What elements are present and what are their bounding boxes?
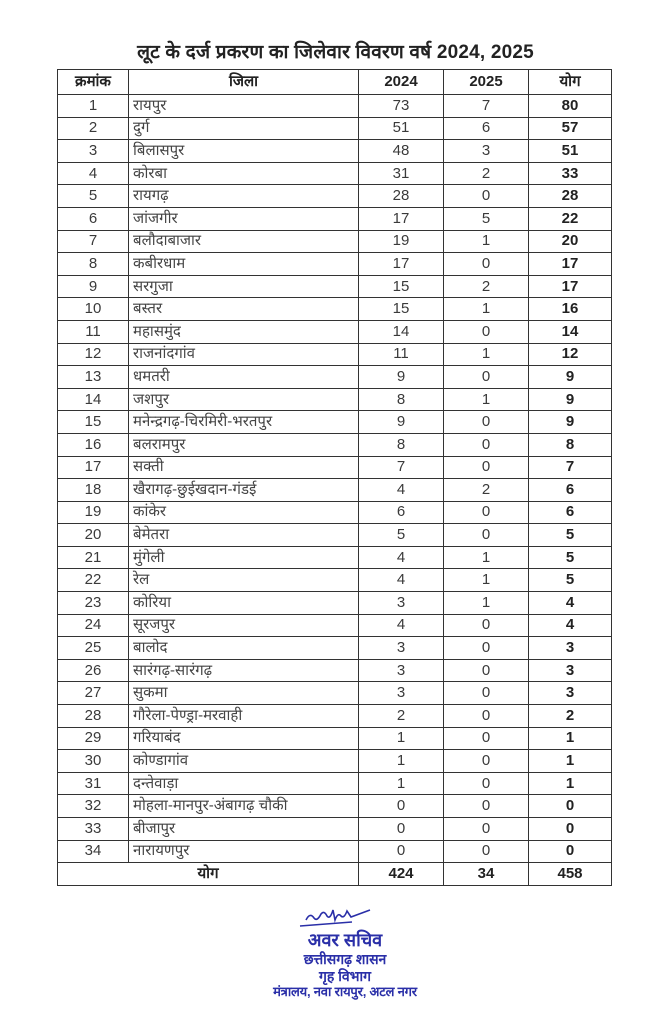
count-2024-cell: 2: [359, 705, 444, 728]
serial-number-cell: 27: [58, 682, 129, 705]
total-cell: 6: [529, 479, 612, 502]
count-2025-cell: 0: [444, 456, 529, 479]
table-row: [58, 433, 612, 456]
count-2024-cell: 4: [359, 546, 444, 569]
count-2025-cell: 2: [444, 162, 529, 185]
document-title: लूट के दर्ज प्रकरण का जिलेवार विवरण वर्ष 2024, 2025: [137, 42, 534, 63]
serial-number-cell: 21: [58, 546, 129, 569]
total-cell: 9: [529, 388, 612, 411]
serial-number-cell: 25: [58, 637, 129, 660]
district-name-cell: दन्तेवाड़ा: [129, 772, 359, 795]
total-cell: 5: [529, 546, 612, 569]
table-row: [58, 343, 612, 366]
table-row: [58, 501, 612, 524]
count-2024-cell: 0: [359, 840, 444, 863]
serial-number-cell: 9: [58, 275, 129, 298]
total-cell: 16: [529, 298, 612, 321]
address: मंत्रालय, नवा रायपुर, अटल नगर: [273, 984, 417, 999]
signature: [230, 900, 460, 930]
count-2024-cell: 15: [359, 275, 444, 298]
serial-number-cell: 10: [58, 298, 129, 321]
district-name-cell: मनेन्द्रगढ़-चिरमिरी-भरतपुर: [129, 411, 359, 434]
count-2024-cell: 14: [359, 320, 444, 343]
count-2025-cell: 1: [444, 230, 529, 253]
count-2025-cell: 7: [444, 95, 529, 118]
total-cell: 3: [529, 637, 612, 660]
district-name-cell: कांकेर: [129, 501, 359, 524]
district-name-cell: मोहला-मानपुर-अंबागढ़ चौकी: [129, 795, 359, 818]
serial-number-cell: 13: [58, 366, 129, 389]
count-2024-cell: 3: [359, 592, 444, 615]
count-2025-cell: 0: [444, 366, 529, 389]
count-2025-cell: 0: [444, 659, 529, 682]
district-name-cell: राजनांदगांव: [129, 343, 359, 366]
district-name-cell: बालोद: [129, 637, 359, 660]
district-name-cell: बीजापुर: [129, 818, 359, 841]
count-2024-cell: 6: [359, 501, 444, 524]
table-row: [58, 366, 612, 389]
total-cell: 6: [529, 501, 612, 524]
district-name-cell: सारंगढ़-सारंगढ़: [129, 659, 359, 682]
serial-number-cell: 16: [58, 433, 129, 456]
total-cell: 51: [529, 140, 612, 163]
table-row: [58, 320, 612, 343]
total-cell: 28: [529, 185, 612, 208]
district-name-cell: बलरामपुर: [129, 433, 359, 456]
count-2025-cell: 0: [444, 705, 529, 728]
table-row: [58, 95, 612, 118]
count-2024-cell: 17: [359, 207, 444, 230]
count-2025-cell: 6: [444, 117, 529, 140]
table-row: [58, 411, 612, 434]
count-2024-cell: 3: [359, 682, 444, 705]
district-name-cell: रायगढ़: [129, 185, 359, 208]
serial-number-cell: 8: [58, 253, 129, 276]
total-cell: 4: [529, 614, 612, 637]
serial-number-cell: 32: [58, 795, 129, 818]
count-2024-cell: 4: [359, 479, 444, 502]
district-name-cell: दुर्ग: [129, 117, 359, 140]
header-2025: 2025: [444, 70, 529, 95]
count-2025-cell: 0: [444, 411, 529, 434]
count-2025-cell: 1: [444, 343, 529, 366]
total-cell: 8: [529, 433, 612, 456]
serial-number-cell: 14: [58, 388, 129, 411]
table-row: [58, 140, 612, 163]
table-row: [58, 524, 612, 547]
count-2025-cell: 0: [444, 772, 529, 795]
count-2025-cell: 0: [444, 637, 529, 660]
serial-number-cell: 11: [58, 320, 129, 343]
count-2024-cell: 8: [359, 388, 444, 411]
count-2024-cell: 1: [359, 750, 444, 773]
header-2024: 2024: [359, 70, 444, 95]
serial-number-cell: 4: [58, 162, 129, 185]
table-row: [58, 117, 612, 140]
total-cell: 3: [529, 682, 612, 705]
total-cell: 17: [529, 253, 612, 276]
count-2025-cell: 2: [444, 479, 529, 502]
serial-number-cell: 31: [58, 772, 129, 795]
table-row: [58, 750, 612, 773]
total-cell: 57: [529, 117, 612, 140]
serial-number-cell: 30: [58, 750, 129, 773]
total-cell: 20: [529, 230, 612, 253]
serial-number-cell: 24: [58, 614, 129, 637]
total-cell: 7: [529, 456, 612, 479]
count-2025-cell: 0: [444, 614, 529, 637]
count-2024-cell: 9: [359, 366, 444, 389]
serial-number-cell: 6: [58, 207, 129, 230]
count-2025-cell: 0: [444, 320, 529, 343]
count-2025-cell: 0: [444, 840, 529, 863]
table-row: [58, 162, 612, 185]
count-2025-cell: 5: [444, 207, 529, 230]
grand-total-2024: 424: [359, 863, 444, 886]
table-row: [58, 637, 612, 660]
handwritten-signature-icon: [292, 900, 402, 930]
district-name-cell: बस्तर: [129, 298, 359, 321]
table-row: [58, 592, 612, 615]
table-row: [58, 795, 612, 818]
count-2025-cell: 1: [444, 592, 529, 615]
count-2024-cell: 3: [359, 637, 444, 660]
count-2025-cell: 0: [444, 185, 529, 208]
district-name-cell: महासमुंद: [129, 320, 359, 343]
district-name-cell: कोरिया: [129, 592, 359, 615]
table-row: [58, 818, 612, 841]
table-row: [58, 230, 612, 253]
table-row: [58, 207, 612, 230]
serial-number-cell: 19: [58, 501, 129, 524]
district-name-cell: सूरजपुर: [129, 614, 359, 637]
serial-number-cell: 26: [58, 659, 129, 682]
district-name-cell: रेल: [129, 569, 359, 592]
serial-number-cell: 2: [58, 117, 129, 140]
count-2024-cell: 1: [359, 772, 444, 795]
count-2025-cell: 3: [444, 140, 529, 163]
table-row: [58, 546, 612, 569]
total-cell: 0: [529, 795, 612, 818]
count-2024-cell: 1: [359, 727, 444, 750]
table-row: [58, 253, 612, 276]
count-2024-cell: 0: [359, 795, 444, 818]
count-2025-cell: 2: [444, 275, 529, 298]
count-2024-cell: 17: [359, 253, 444, 276]
count-2024-cell: 5: [359, 524, 444, 547]
grand-total-row: [58, 863, 612, 886]
total-cell: 5: [529, 569, 612, 592]
district-robbery-table: [57, 69, 612, 886]
count-2025-cell: 0: [444, 750, 529, 773]
total-cell: 17: [529, 275, 612, 298]
serial-number-cell: 33: [58, 818, 129, 841]
count-2024-cell: 0: [359, 818, 444, 841]
table-row: [58, 388, 612, 411]
serial-number-cell: 23: [58, 592, 129, 615]
district-name-cell: बेमेतरा: [129, 524, 359, 547]
total-cell: 3: [529, 659, 612, 682]
total-cell: 9: [529, 366, 612, 389]
total-cell: 14: [529, 320, 612, 343]
serial-number-cell: 7: [58, 230, 129, 253]
count-2025-cell: 0: [444, 501, 529, 524]
table-row: [58, 569, 612, 592]
table-row: [58, 659, 612, 682]
district-name-cell: कबीरधाम: [129, 253, 359, 276]
grand-total-label: योग: [58, 863, 359, 886]
header-serial-number: क्रमांक: [58, 70, 129, 95]
serial-number-cell: 22: [58, 569, 129, 592]
district-name-cell: सरगुजा: [129, 275, 359, 298]
count-2025-cell: 0: [444, 682, 529, 705]
total-cell: 5: [529, 524, 612, 547]
total-cell: 0: [529, 840, 612, 863]
district-name-cell: मुंगेली: [129, 546, 359, 569]
count-2024-cell: 31: [359, 162, 444, 185]
table-row: [58, 185, 612, 208]
district-name-cell: बिलासपुर: [129, 140, 359, 163]
count-2025-cell: 0: [444, 253, 529, 276]
table-row: [58, 705, 612, 728]
count-2024-cell: 51: [359, 117, 444, 140]
table-row: [58, 772, 612, 795]
district-name-cell: नारायणपुर: [129, 840, 359, 863]
total-cell: 33: [529, 162, 612, 185]
count-2024-cell: 3: [359, 659, 444, 682]
district-name-cell: सुकमा: [129, 682, 359, 705]
signature-block: [230, 900, 460, 1000]
total-cell: 22: [529, 207, 612, 230]
total-cell: 9: [529, 411, 612, 434]
grand-total-2025: 34: [444, 863, 529, 886]
header-district: जिला: [129, 70, 359, 95]
total-cell: 2: [529, 705, 612, 728]
table-row: [58, 614, 612, 637]
table-row: [58, 479, 612, 502]
serial-number-cell: 34: [58, 840, 129, 863]
count-2024-cell: 7: [359, 456, 444, 479]
total-cell: 0: [529, 818, 612, 841]
table-header-row: [58, 70, 612, 95]
serial-number-cell: 29: [58, 727, 129, 750]
serial-number-cell: 18: [58, 479, 129, 502]
district-name-cell: रायपुर: [129, 95, 359, 118]
serial-number-cell: 3: [58, 140, 129, 163]
district-name-cell: कोरबा: [129, 162, 359, 185]
district-name-cell: धमतरी: [129, 366, 359, 389]
serial-number-cell: 20: [58, 524, 129, 547]
count-2025-cell: 0: [444, 727, 529, 750]
table-row: [58, 727, 612, 750]
district-name-cell: गौरेला-पेण्ड्रा-मरवाही: [129, 705, 359, 728]
count-2025-cell: 0: [444, 433, 529, 456]
designation: अवर सचिव: [307, 930, 383, 950]
total-cell: 80: [529, 95, 612, 118]
serial-number-cell: 28: [58, 705, 129, 728]
count-2025-cell: 0: [444, 795, 529, 818]
table-row: [58, 840, 612, 863]
count-2024-cell: 19: [359, 230, 444, 253]
header-total: योग: [529, 70, 612, 95]
count-2024-cell: 11: [359, 343, 444, 366]
district-name-cell: सक्ती: [129, 456, 359, 479]
total-cell: 1: [529, 750, 612, 773]
count-2024-cell: 8: [359, 433, 444, 456]
total-cell: 12: [529, 343, 612, 366]
count-2024-cell: 9: [359, 411, 444, 434]
count-2024-cell: 73: [359, 95, 444, 118]
total-cell: 1: [529, 727, 612, 750]
count-2024-cell: 15: [359, 298, 444, 321]
count-2025-cell: 0: [444, 524, 529, 547]
total-cell: 4: [529, 592, 612, 615]
count-2025-cell: 0: [444, 818, 529, 841]
count-2025-cell: 1: [444, 298, 529, 321]
table-row: [58, 456, 612, 479]
serial-number-cell: 1: [58, 95, 129, 118]
district-name-cell: बलौदाबाजार: [129, 230, 359, 253]
grand-total-all: 458: [529, 863, 612, 886]
count-2025-cell: 1: [444, 546, 529, 569]
district-name-cell: जशपुर: [129, 388, 359, 411]
table-row: [58, 298, 612, 321]
table-row: [58, 275, 612, 298]
total-cell: 1: [529, 772, 612, 795]
serial-number-cell: 17: [58, 456, 129, 479]
count-2024-cell: 4: [359, 614, 444, 637]
district-name-cell: कोण्डागांव: [129, 750, 359, 773]
count-2025-cell: 1: [444, 388, 529, 411]
count-2024-cell: 28: [359, 185, 444, 208]
serial-number-cell: 12: [58, 343, 129, 366]
serial-number-cell: 15: [58, 411, 129, 434]
count-2024-cell: 4: [359, 569, 444, 592]
serial-number-cell: 5: [58, 185, 129, 208]
department: गृह विभाग: [319, 968, 371, 984]
count-2024-cell: 48: [359, 140, 444, 163]
district-name-cell: गरियाबंद: [129, 727, 359, 750]
district-name-cell: खैरागढ़-छुईखदान-गंडई: [129, 479, 359, 502]
government: छत्तीसगढ़ शासन: [303, 951, 387, 967]
district-name-cell: जांजगीर: [129, 207, 359, 230]
table-row: [58, 682, 612, 705]
count-2025-cell: 1: [444, 569, 529, 592]
